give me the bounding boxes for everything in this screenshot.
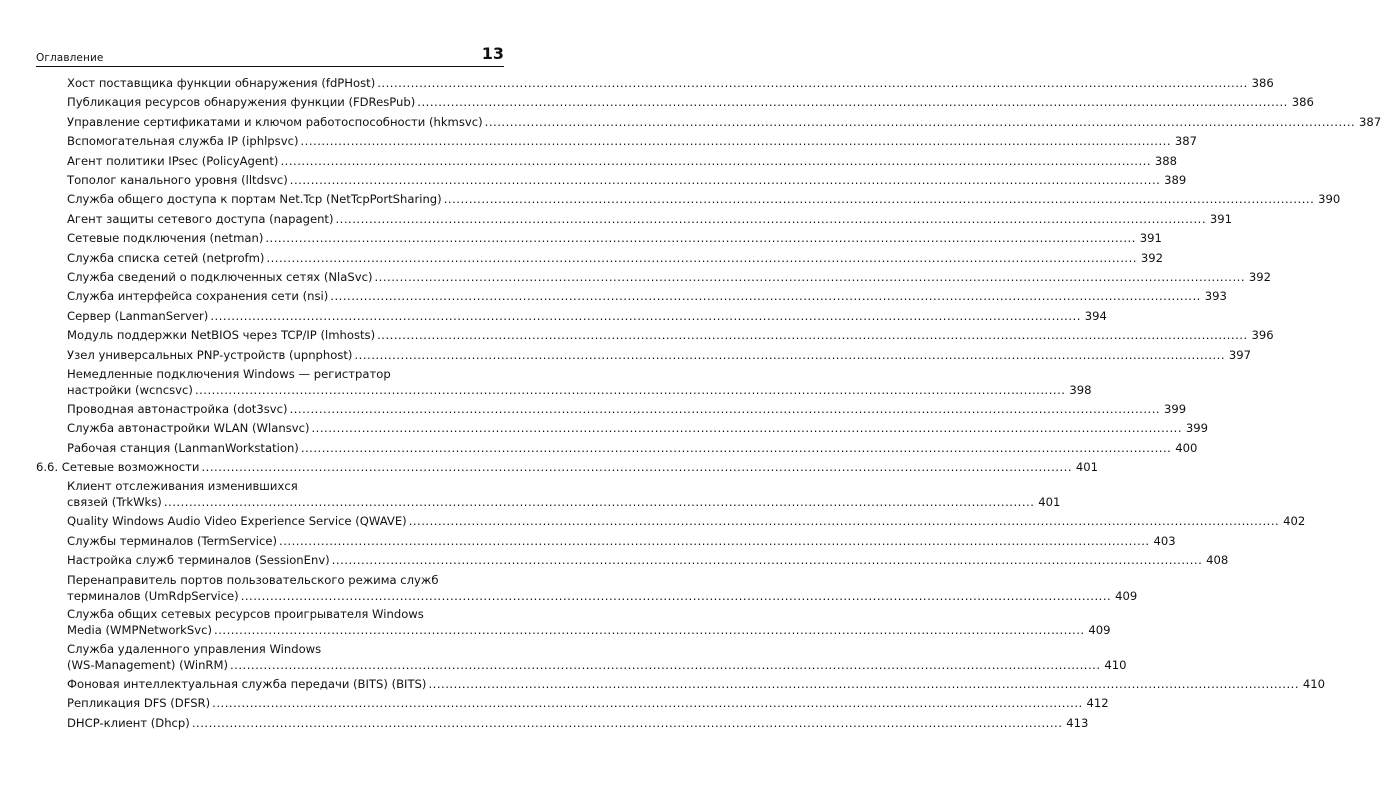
toc-entry-page: 409 xyxy=(1088,623,1111,637)
page-number: 13 xyxy=(481,44,504,63)
toc-entry[interactable] xyxy=(67,552,1229,568)
toc-entry[interactable] xyxy=(67,308,1107,324)
dot-leader xyxy=(332,552,1203,568)
toc-entry-page: 397 xyxy=(1228,348,1252,362)
toc-entry-title: Сервер (LanmanServer) xyxy=(67,309,209,323)
toc-entry-page: 391 xyxy=(1209,212,1233,226)
dot-leader xyxy=(377,75,1248,91)
toc-entry[interactable] xyxy=(67,695,1109,711)
toc-entry-title: Настройка служб терминалов (SessionEnv) xyxy=(67,553,330,567)
toc-entry-page: 399 xyxy=(1185,421,1209,435)
toc-entry[interactable] xyxy=(67,533,1176,549)
toc-entry-row xyxy=(67,588,1138,604)
toc-entry[interactable] xyxy=(67,230,1162,246)
toc-entry-title: Хост поставщика функции обнаружения (fdPHost) xyxy=(67,76,376,90)
toc-entry[interactable] xyxy=(67,478,1061,510)
toc-entry-title: Тополог канального уровня (lltdsvc) xyxy=(67,173,288,187)
toc-entry-page: 393 xyxy=(1204,289,1227,303)
toc-entry-title: Сетевые подключения (netman) xyxy=(67,231,264,245)
dot-leader xyxy=(265,230,1136,246)
toc-entry-row xyxy=(36,459,1098,475)
toc-entry[interactable] xyxy=(67,401,1187,417)
toc-entry-page: 402 xyxy=(1283,514,1306,528)
page-header xyxy=(36,44,504,72)
toc-entry-title: связей (TrkWks) xyxy=(67,495,162,509)
dot-leader xyxy=(290,401,1161,417)
toc-entry-row xyxy=(67,440,1198,456)
toc-entry-title: Агент защиты сетевого доступа (napagent) xyxy=(67,212,334,226)
toc-entry-page: 389 xyxy=(1164,173,1187,187)
toc-entry-title: Служба сведений о подключенных сетях (NlaSvc) xyxy=(67,270,373,284)
toc-entry-page: 386 xyxy=(1251,76,1274,90)
toc-entry-row xyxy=(67,513,1306,529)
toc-entry-row xyxy=(67,75,1274,91)
toc-entry[interactable] xyxy=(67,420,1209,436)
toc-entry-title-line: Клиент отслеживания изменившихся xyxy=(67,479,298,493)
toc-entry-title: (WS-Management) (WinRM) xyxy=(67,658,228,672)
toc-entry-title: Quality Windows Audio Video Experience Service (QWAVE) xyxy=(67,514,407,528)
toc-entry-title: Репликация DFS (DFSR) xyxy=(67,696,211,710)
dot-leader xyxy=(214,622,1085,638)
toc-entry[interactable] xyxy=(67,327,1274,343)
toc-entry-row xyxy=(67,552,1229,568)
dot-leader xyxy=(266,250,1137,266)
toc-entry[interactable] xyxy=(36,459,1098,475)
toc-entry-page: 409 xyxy=(1115,589,1138,603)
toc-entry[interactable] xyxy=(67,191,1341,207)
dot-leader xyxy=(212,695,1083,711)
toc-entry[interactable] xyxy=(67,606,1111,638)
toc-entry-page: 401 xyxy=(1075,460,1098,474)
dot-leader xyxy=(241,588,1112,604)
toc-entry-title-line: Служба удаленного управления Windows xyxy=(67,642,322,656)
toc-entry-title: Рабочая станция (LanmanWorkstation) xyxy=(67,441,299,455)
toc-entry[interactable] xyxy=(67,114,1381,130)
toc-entry-page: 412 xyxy=(1086,696,1109,710)
toc-entry-title: Службы терминалов (TermService) xyxy=(67,534,278,548)
toc-entry-row xyxy=(67,308,1107,324)
toc-entry-page: 392 xyxy=(1140,251,1163,265)
toc-entry-title: 6.6. Сетевые возможности xyxy=(36,460,200,474)
toc-entry[interactable] xyxy=(67,715,1089,731)
toc-entry-row xyxy=(67,327,1274,343)
toc-entry-page: 387 xyxy=(1359,115,1381,129)
toc-entry[interactable] xyxy=(67,641,1127,673)
dot-leader xyxy=(377,327,1248,343)
toc-entry-page: 387 xyxy=(1174,134,1198,148)
toc-entry[interactable] xyxy=(67,133,1198,149)
toc-entry-row xyxy=(67,494,1061,510)
dot-leader xyxy=(195,382,1066,398)
toc-entry-row xyxy=(67,533,1176,549)
toc-entry-row xyxy=(67,133,1198,149)
toc-entry-title: Media (WMPNetworkSvc) xyxy=(67,623,213,637)
dot-leader xyxy=(444,191,1315,207)
dot-leader xyxy=(485,114,1356,130)
toc-entry-title: Фоновая интеллектуальная служба передачи (BITS) (BITS) xyxy=(67,677,427,691)
dot-leader xyxy=(290,172,1161,188)
toc-entry-row xyxy=(67,172,1187,188)
toc-entry-page: 392 xyxy=(1248,270,1272,284)
toc-entry[interactable] xyxy=(67,347,1252,363)
dot-leader xyxy=(279,533,1150,549)
toc-entry-page: 396 xyxy=(1251,328,1274,342)
toc-entry-row xyxy=(67,347,1252,363)
toc-entry-title: DHCP-клиент (Dhcp) xyxy=(67,716,190,730)
toc-entry-page: 399 xyxy=(1163,402,1187,416)
toc-entry-page: 388 xyxy=(1154,154,1178,168)
dot-leader xyxy=(192,715,1063,731)
toc-entry-page: 408 xyxy=(1206,553,1229,567)
toc-entry[interactable] xyxy=(67,366,1092,398)
toc-entry-row xyxy=(67,153,1178,169)
dot-leader xyxy=(374,269,1245,285)
dot-leader xyxy=(300,133,1171,149)
running-title: Оглавление xyxy=(36,52,104,64)
toc-entry-row xyxy=(67,382,1092,398)
toc-entry[interactable] xyxy=(67,676,1325,692)
header-rule xyxy=(36,66,504,67)
dot-leader xyxy=(280,153,1151,169)
toc-entry[interactable] xyxy=(67,94,1314,110)
toc-entry-page: 403 xyxy=(1153,534,1176,548)
toc-entry-row xyxy=(67,657,1127,673)
toc-entry-title: Узел универсальных PNP-устройств (upnphost) xyxy=(67,348,353,362)
toc-entry-row xyxy=(67,114,1381,130)
toc-entry-page: 390 xyxy=(1318,192,1341,206)
toc-entry-title: Модуль поддержки NetBIOS через TCP/IP (lmhosts) xyxy=(67,328,376,342)
toc-entry[interactable] xyxy=(67,211,1233,227)
dot-leader xyxy=(164,494,1035,510)
dot-leader xyxy=(417,94,1288,110)
toc-entry-row xyxy=(67,211,1233,227)
toc-entry[interactable] xyxy=(67,250,1163,266)
toc-entry-row xyxy=(67,695,1109,711)
dot-leader xyxy=(354,347,1225,363)
toc-entry-page: 401 xyxy=(1038,495,1061,509)
toc-entry-title: Управление сертификатами и ключом работоспособности (hkmsvc) xyxy=(67,115,483,129)
toc-entry-page: 410 xyxy=(1104,658,1127,672)
toc-entry-row xyxy=(67,250,1163,266)
dot-leader xyxy=(201,459,1072,475)
dot-leader xyxy=(210,308,1081,324)
toc-entry[interactable] xyxy=(67,153,1178,169)
dot-leader xyxy=(230,657,1101,673)
toc-entry[interactable] xyxy=(67,75,1274,91)
toc-entry-page: 386 xyxy=(1291,95,1314,109)
dot-leader xyxy=(336,211,1207,227)
dot-leader xyxy=(428,676,1299,692)
toc-entry-row xyxy=(67,94,1314,110)
dot-leader xyxy=(312,420,1183,436)
toc-entry-title: Агент политики IPsec (PolicyAgent) xyxy=(67,154,279,168)
toc-entry-page: 400 xyxy=(1175,441,1198,455)
dot-leader xyxy=(301,440,1172,456)
toc-entry-title: Проводная автонастройка (dot3svc) xyxy=(67,402,288,416)
toc-entry-row xyxy=(67,401,1187,417)
toc-entry[interactable] xyxy=(67,572,1138,604)
toc-entry[interactable] xyxy=(67,288,1227,304)
toc-entry-row xyxy=(67,420,1209,436)
toc-entry-page: 394 xyxy=(1084,309,1107,323)
toc-entry-title-line: Служба общих сетевых ресурсов проигрывателя Windows xyxy=(67,607,424,621)
dot-leader xyxy=(330,288,1201,304)
toc-entry-page: 413 xyxy=(1066,716,1089,730)
toc-entry-page: 398 xyxy=(1069,383,1092,397)
toc-entry[interactable] xyxy=(67,172,1187,188)
toc-entry-row xyxy=(67,230,1162,246)
toc-entry-title: терминалов (UmRdpService) xyxy=(67,589,239,603)
toc-entry-row xyxy=(67,622,1111,638)
dot-leader xyxy=(409,513,1280,529)
toc-entry-title-line: Перенаправитель портов пользовательского режима служб xyxy=(67,573,439,587)
toc-entry-row xyxy=(67,288,1227,304)
toc-entry-row xyxy=(67,676,1325,692)
toc-entry-title: Публикация ресурсов обнаружения функции (FDResPub) xyxy=(67,95,416,109)
toc-entry-page: 410 xyxy=(1302,677,1325,691)
toc-entry[interactable] xyxy=(67,269,1272,285)
toc-entry-title: Вспомогательная служба IP (iphlpsvc) xyxy=(67,134,299,148)
toc-entry[interactable] xyxy=(67,513,1306,529)
toc-entry-row xyxy=(67,191,1341,207)
toc-entry-row xyxy=(67,269,1272,285)
toc-entry-title: Служба списка сетей (netprofm) xyxy=(67,251,265,265)
toc-entry-title: Служба общего доступа к портам Net.Tcp (NetTcpPortSharing) xyxy=(67,192,442,206)
toc-entry-title: Служба интерфейса сохранения сети (nsi) xyxy=(67,289,329,303)
toc-entry-title: настройки (wcncsvc) xyxy=(67,383,193,397)
toc-entry-title: Служба автонастройки WLAN (Wlansvc) xyxy=(67,421,310,435)
toc-entry-title-line: Немедленные подключения Windows — регистратор xyxy=(67,367,391,381)
toc-entry[interactable] xyxy=(67,440,1198,456)
toc-entry-page: 391 xyxy=(1139,231,1162,245)
toc-entry-row xyxy=(67,715,1089,731)
